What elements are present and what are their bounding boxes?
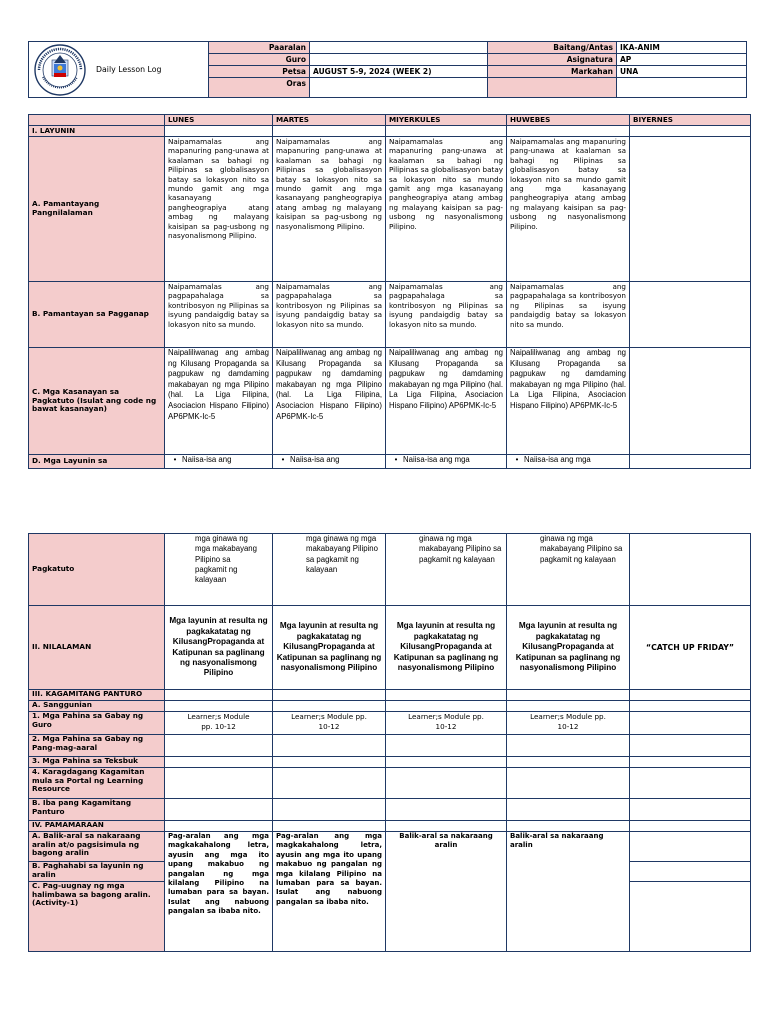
empty-cell bbox=[630, 757, 751, 768]
empty-cell bbox=[386, 735, 507, 757]
row-label-balik-aral: A. Balik-aral sa nakaraang aralin at/o pagsisimula ng bagong aralin bbox=[29, 832, 165, 862]
empty-cell bbox=[507, 768, 630, 799]
day-header-miyerkules: MIYERKULES bbox=[386, 115, 507, 126]
cell-biyernes bbox=[630, 832, 751, 862]
empty-cell bbox=[165, 126, 273, 137]
field-label: Markahan bbox=[488, 66, 617, 78]
row-label-pamantayan-sa-pagganap: B. Pamantayan sa Pagganap bbox=[29, 282, 165, 348]
cell-huwebes: Naipamamalas ang mapanuring pang-unawa at kaalaman sa bahagi ng Pilipinas sa globalisasyon batay sa lokasyon nito sa mundo gamit ang mga kasanayang pangheograpiya atang ambag ng malayang kaisipan sa pag-usbong ng nasyonalismong Pilipino. bbox=[507, 137, 630, 282]
row-label-teksbuk: 3. Mga Pahina sa Teksbuk bbox=[29, 757, 165, 768]
cell-martes: Pag-aralan ang mga magkakahalong letra, ayusin ang mga ito upang makabuo ng pangalan ng mga kilalang Pilipino na lumaban para sa bayan. Isulat ang nabuong pangalan sa ibaba nito. bbox=[273, 832, 386, 952]
cell-biyernes bbox=[630, 455, 751, 469]
cell-lunes: Naipamamalas ang mapanuring pang-unawa at kaalaman sa bahagi ng Pilipinas sa globalisasyon batay sa lokasyon nito sa mundo gamit ang mga kasanayang pangheograpiya atang ambag ng malayang kaisipan sa pag-usbong ng nasyonalismong Pilipino. bbox=[165, 137, 273, 282]
cell-lunes: Naipamamalas ang pagpapahalaga sa kontribosyon ng Pilipinas sa isyung pandaigdig batay sa lokasyon nito sa mundo. bbox=[165, 282, 273, 348]
cell-biyernes bbox=[630, 534, 751, 606]
cell-huwebes: Naipamamalas ang pagpapahalaga sa kontribosyon ng Pilipinas sa isyung pandaigdig batay sa lokasyon nito sa mundo. bbox=[507, 282, 630, 348]
cell-text: Naiisa-isa ang mga bbox=[403, 455, 470, 464]
field-label: Baitang/Antas bbox=[488, 42, 617, 54]
cell-martes: mga ginawa ng mga makabayang Pilipino sa pagkamit ng kalayaan bbox=[273, 534, 386, 606]
cell-text: Naiisa-isa ang bbox=[290, 455, 340, 464]
row-label-sanggunian: A. Sanggunian bbox=[29, 701, 165, 712]
day-header-martes: MARTES bbox=[273, 115, 386, 126]
cell-biyernes-catch-up-friday: “CATCH UP FRIDAY” bbox=[630, 606, 751, 690]
empty-cell bbox=[386, 799, 507, 821]
field-label: Guro bbox=[209, 54, 310, 66]
empty-cell bbox=[630, 701, 751, 712]
cell-miyerkules: Learner;s Module pp. 10-12 bbox=[386, 712, 507, 735]
cell-lunes: Pag-aralan ang mga magkakahalong letra, ayusin ang mga ito upang makabuo ng pangalan ng mga kilalang Pilipino na lumaban para sa bayan. Isulat ang nabuong pangalan sa ibaba nito. bbox=[165, 832, 273, 952]
empty-cell bbox=[507, 821, 630, 832]
row-label-gabay-ng-guro: 1. Mga Pahina sa Gabay ng Guro bbox=[29, 712, 165, 735]
cell-text: Naiisa-isa ang mga bbox=[524, 455, 591, 464]
row-label-karagdagang-kagamitan: 4. Karagdagang Kagamitan mula sa Portal ng Learning Resource bbox=[29, 768, 165, 799]
cell-martes: Learner;s Module pp. 10-12 bbox=[273, 712, 386, 735]
cell-martes: • Naiisa-isa ang bbox=[273, 455, 386, 469]
empty-cell bbox=[273, 799, 386, 821]
cell-huwebes: Mga layunin at resulta ng pagkakatatag ng KilusangPropaganda at Katipunan sa paglinang ng nasyonalismong Pilipino bbox=[507, 606, 630, 690]
empty-cell bbox=[507, 757, 630, 768]
cell-biyernes bbox=[630, 137, 751, 282]
empty-cell bbox=[630, 126, 751, 137]
empty-cell bbox=[273, 757, 386, 768]
empty-cell bbox=[165, 799, 273, 821]
empty-cell bbox=[165, 735, 273, 757]
cell-huwebes: Learner;s Module pp. 10-12 bbox=[507, 712, 630, 735]
cell-huwebes: Naipaliliwanag ang ambag ng Kilusang Propaganda sa pagpukaw ng damdaming makabayan ng mga Pilipino (hal. La Liga Filipina, Asociacion Hispano Filipino) AP6PMK-Ic-5 bbox=[507, 348, 630, 455]
cell-martes: Naipamamalas ang mapanuring pang-unawa at kaalaman sa bahagi ng Pilipinas sa globalisasyon batay sa lokasyon nito sa mundo gamit ang mga kasanayang pangheograpiya atang ambag ng malayang kaisipan sa pag-usbong ng nasyonalismong Pilipino. bbox=[273, 137, 386, 282]
cell-biyernes bbox=[630, 282, 751, 348]
cell-biyernes bbox=[630, 348, 751, 455]
cell-miyerkules: Naipamamalas ang pagpapahalaga sa kontribosyon ng Pilipinas sa isyung pandaigdig batay sa lokasyon nito sa mundo. bbox=[386, 282, 507, 348]
field-value: IKA-ANIM bbox=[617, 42, 747, 54]
empty-cell bbox=[273, 126, 386, 137]
section-layunin: I. LAYUNIN bbox=[29, 126, 165, 137]
cell-miyerkules: Mga layunin at resulta ng pagkakatatag ng KilusangPropaganda at Katipunan sa paglinang ng nasyonalismong Pilipino bbox=[386, 606, 507, 690]
empty-cell bbox=[165, 768, 273, 799]
cell-martes: Naipamamalas ang pagpapahalaga sa kontribosyon ng Pilipinas sa isyung pandaigdig batay sa lokasyon nito sa mundo. bbox=[273, 282, 386, 348]
empty-cell bbox=[507, 690, 630, 701]
field-value bbox=[310, 78, 488, 98]
row-label-pamamaraan: IV. PAMAMARAAN bbox=[29, 821, 165, 832]
field-value: UNA bbox=[617, 66, 747, 78]
cell-miyerkules: ginawa ng mga makabayang Pilipino sa pagkamit ng kalayaan bbox=[386, 534, 507, 606]
row-label-iba-pang-kagamitan: B. Iba pang Kagamitang Panturo bbox=[29, 799, 165, 821]
cell-martes: Mga layunin at resulta ng pagkakatatag ng KilusangPropaganda at Katipunan sa paglinang ng nasyonalismong Pilipino bbox=[273, 606, 386, 690]
empty-cell bbox=[386, 690, 507, 701]
empty-cell bbox=[386, 768, 507, 799]
cell-lunes: Learner;s Module pp. 10-12 bbox=[165, 712, 273, 735]
empty-cell bbox=[630, 735, 751, 757]
header-table bbox=[28, 41, 747, 98]
field-value: AP bbox=[617, 54, 747, 66]
row-label-kagamitang-panturo: III. KAGAMITANG PANTURO bbox=[29, 690, 165, 701]
field-value bbox=[310, 42, 488, 54]
day-header-biyernes: BIYERNES bbox=[630, 115, 751, 126]
corner-cell bbox=[29, 115, 165, 126]
empty-cell bbox=[630, 690, 751, 701]
cell-text: Naiisa-isa ang bbox=[182, 455, 232, 464]
cell-huwebes: • Naiisa-isa ang mga bbox=[507, 455, 630, 469]
field-value bbox=[310, 54, 488, 66]
empty-cell bbox=[630, 862, 751, 882]
day-header-huwebes: HUWEBES bbox=[507, 115, 630, 126]
empty-cell bbox=[507, 735, 630, 757]
empty-cell bbox=[507, 799, 630, 821]
dll-table-page2 bbox=[28, 533, 751, 952]
field-label: Oras bbox=[209, 78, 310, 98]
row-label-nilalaman: II. NILALAMAN bbox=[29, 606, 165, 690]
empty-cell bbox=[386, 701, 507, 712]
cell-lunes: Naipaliliwanag ang ambag ng Kilusang Propaganda sa pagpukaw ng damdaming makabayan ng mga Pilipino (hal. La Liga Filipina, Asociacion Hispano Filipino) AP6PMK-Ic-5 bbox=[165, 348, 273, 455]
field-label: Petsa bbox=[209, 66, 310, 78]
field-value: AUGUST 5-9, 2024 (WEEK 2) bbox=[310, 66, 488, 78]
cell-martes: Naipaliliwanag ang ambag ng Kilusang Propaganda sa pagpukaw ng damdaming makabayan ng mga Pilipino (hal. La Liga Filipina, Asociacion Hispano Filipino) AP6PMK-Ic-5 bbox=[273, 348, 386, 455]
logo-cell bbox=[29, 42, 209, 98]
empty-cell bbox=[273, 768, 386, 799]
empty-cell bbox=[630, 882, 751, 952]
cell-miyerkules: Naipamamalas ang mapanuring pang-unawa at kaalaman sa bahagi ng Pilipinas sa globalisasyon batay sa lokasyon nito sa mundo gamit ang mga kasanayang pangheograpiya atang ambag ng malayang kaisipan sa pag-usbong ng nasyonalismong Pilipino. bbox=[386, 137, 507, 282]
day-header-lunes: LUNES bbox=[165, 115, 273, 126]
empty-cell bbox=[630, 768, 751, 799]
row-label-gabay-ng-mag-aaral: 2. Mga Pahina sa Gabay ng Pang-mag-aaral bbox=[29, 735, 165, 757]
row-label-pamantayang-pangnilalaman: A. Pamantayang Pangnilalaman bbox=[29, 137, 165, 282]
row-label-paghahabi-sa-layunin: B. Paghahabi sa layunin ng aralin bbox=[29, 862, 165, 882]
empty-cell bbox=[630, 821, 751, 832]
cell-miyerkules: Balik-aral sa nakaraang aralin bbox=[386, 832, 507, 952]
empty-cell bbox=[273, 821, 386, 832]
empty-cell bbox=[630, 799, 751, 821]
empty-cell bbox=[273, 701, 386, 712]
cell-biyernes bbox=[630, 712, 751, 735]
row-label-pag-uugnay: C. Pag-uugnay ng mga halimbawa sa bagong aralin. (Activity-1) bbox=[29, 882, 165, 952]
empty-cell bbox=[165, 757, 273, 768]
empty-cell bbox=[386, 126, 507, 137]
cell-huwebes: ginawa ng mga makabayang Pilipino sa pagkamit ng kalayaan bbox=[507, 534, 630, 606]
field-value bbox=[617, 78, 747, 98]
empty-cell bbox=[165, 821, 273, 832]
empty-cell bbox=[165, 690, 273, 701]
cell-miyerkules: • Naiisa-isa ang mga bbox=[386, 455, 507, 469]
field-label bbox=[488, 78, 617, 98]
empty-cell bbox=[273, 690, 386, 701]
doc-title: Daily Lesson Log bbox=[96, 65, 162, 74]
cell-huwebes: Balik-aral sa nakaraang aralin bbox=[507, 832, 630, 952]
cell-lunes: mga ginawa ng mga makabayang Pilipino sa pagkamit ng kalayaan bbox=[165, 534, 273, 606]
cell-miyerkules: Naipaliliwanag ang ambag ng Kilusang Propaganda sa pagpukaw ng damdaming makabayan ng mga Pilipino (hal. La Liga Filipina, Asociacion Hispano Filipino) AP6PMK-Ic-5 bbox=[386, 348, 507, 455]
empty-cell bbox=[273, 735, 386, 757]
empty-cell bbox=[386, 821, 507, 832]
row-label-pagkatuto: Pagkatuto bbox=[29, 534, 165, 606]
deped-seal-icon bbox=[33, 43, 87, 97]
dll-table-page1 bbox=[28, 114, 751, 469]
field-label: Paaralan bbox=[209, 42, 310, 54]
empty-cell bbox=[507, 126, 630, 137]
row-label-mga-layunin: D. Mga Layunin sa bbox=[29, 455, 165, 469]
empty-cell bbox=[386, 757, 507, 768]
cell-lunes: Mga layunin at resulta ng pagkakatatag ng KilusangPropaganda at Katipunan sa paglinang ng nasyonalismong Pilipino bbox=[165, 606, 273, 690]
field-label: Asignatura bbox=[488, 54, 617, 66]
empty-cell bbox=[165, 701, 273, 712]
empty-cell bbox=[507, 701, 630, 712]
row-label-kasanayan-sa-pagkatuto: C. Mga Kasanayan sa Pagkatuto (Isulat ang code ng bawat kasanayan) bbox=[29, 348, 165, 455]
cell-lunes: • Naiisa-isa ang bbox=[165, 455, 273, 469]
